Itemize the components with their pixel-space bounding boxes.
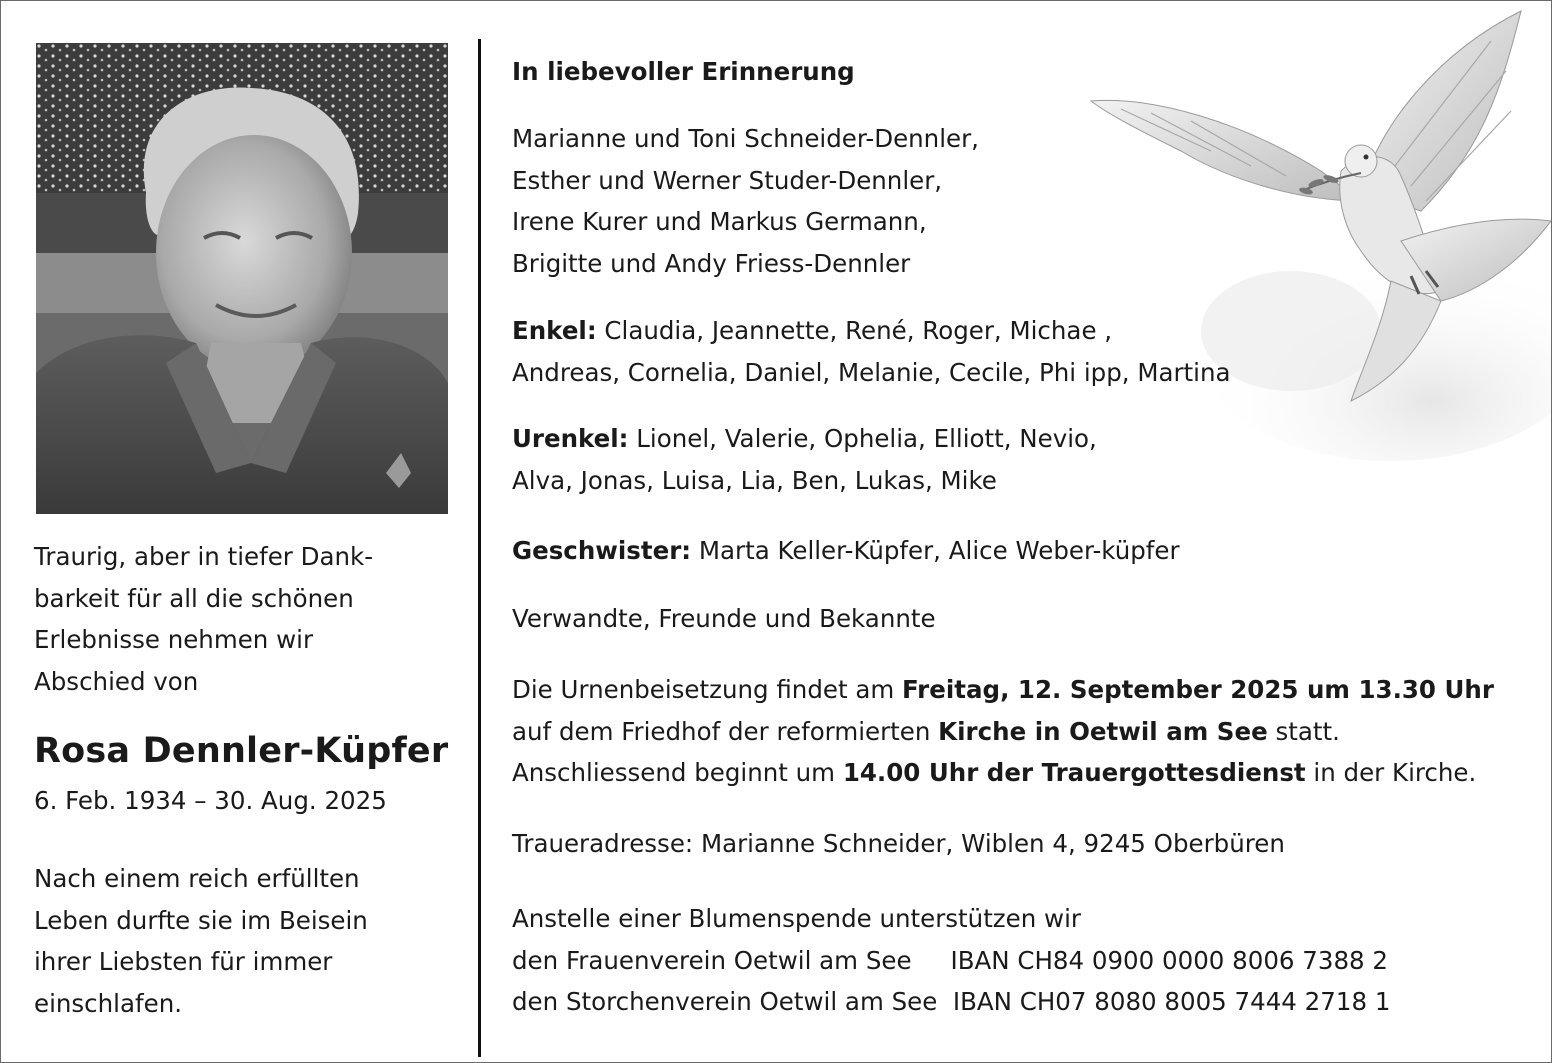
relatives-line: Verwandte, Freunde und Bekannte	[512, 604, 936, 633]
outro-text	[34, 858, 434, 1024]
portrait-photo	[36, 43, 448, 514]
intro-line: barkeit für all die schönen	[34, 583, 354, 613]
burial-location: Kirche in Oetwil am See	[938, 716, 1268, 746]
great-grandchildren-label: Urenkel:	[512, 424, 629, 453]
intro-line: Abschied von	[34, 666, 199, 696]
burial-text: in der Kirche.	[1305, 758, 1477, 787]
outro-line: einschlafen.	[34, 988, 183, 1018]
portrait-image	[36, 43, 448, 514]
great-grandchildren-block	[512, 418, 1097, 501]
family-list	[512, 118, 979, 284]
family-line: Marianne und Toni Schneider-Dennler,	[512, 124, 979, 153]
intro-line: Traurig, aber in tiefer Dank-	[34, 542, 374, 571]
family-line: Irene Kurer und Markus Germann,	[512, 207, 927, 236]
grandchildren-line: Claudia, Jeannette, René, Roger, Michae ,	[596, 316, 1113, 345]
family-line: Esther und Werner Studer-Dennler,	[512, 165, 943, 195]
grandchildren-label: Enkel:	[512, 316, 597, 345]
grandchildren-block	[512, 310, 1231, 393]
siblings-label: Geschwister:	[512, 536, 692, 565]
life-dates: 6. Feb. 1934 – 30. Aug. 2025	[34, 786, 387, 815]
burial-datetime: Freitag, 12. September 2025 um 13.30 Uhr	[902, 675, 1494, 704]
outro-line: Nach einem reich erfüllten	[34, 864, 360, 893]
service-time: 14.00 Uhr der Trauergottesdienst	[842, 758, 1306, 787]
burial-text: Anschliessend beginnt um	[512, 758, 843, 787]
donation-info	[512, 898, 1390, 1023]
great-grandchildren-line: Alva, Jonas, Luisa, Lia, Ben, Lukas, Mike	[512, 465, 997, 495]
burial-text: auf dem Friedhof der reformierten	[512, 716, 939, 746]
outro-line: ihrer Liebsten für immer	[34, 947, 333, 976]
column-divider	[478, 39, 481, 1057]
intro-line: Erlebnisse nehmen wir	[34, 625, 314, 654]
burial-text: Die Urnenbeisetzung findet am	[512, 675, 903, 704]
grandchildren-line: Andreas, Cornelia, Daniel, Melanie, Cecile, Phi ipp, Martina	[512, 357, 1231, 387]
siblings-block	[512, 530, 1180, 572]
mourning-address: Traueradresse: Marianne Schneider, Wiblen 4, 9245 Oberbüren	[512, 829, 1285, 858]
great-grandchildren-line: Lionel, Valerie, Ophelia, Elliott, Nevio,	[628, 424, 1097, 453]
donation-line: den Frauenverein Oetwil am See IBAN CH84 0900 0000 8006 7388 2	[512, 945, 1389, 975]
family-line: Brigitte und Andy Friess-Dennler	[512, 248, 911, 278]
burial-text: statt.	[1267, 716, 1340, 746]
donation-line: den Storchenverein Oetwil am See IBAN CH07 8080 8005 7444 2718 1	[512, 987, 1391, 1016]
siblings-text: Marta Keller-Küpfer, Alice Weber-küpfer	[691, 536, 1180, 565]
burial-info	[512, 669, 1494, 794]
intro-text	[34, 536, 434, 702]
outro-line: Leben durfte sie im Beisein	[34, 905, 368, 935]
remembrance-heading: In liebevoller Erinnerung	[512, 57, 855, 86]
donation-intro: Anstelle einer Blumenspende unterstützen wir	[512, 904, 1081, 933]
deceased-name: Rosa Dennler-Küpfer	[34, 731, 449, 771]
